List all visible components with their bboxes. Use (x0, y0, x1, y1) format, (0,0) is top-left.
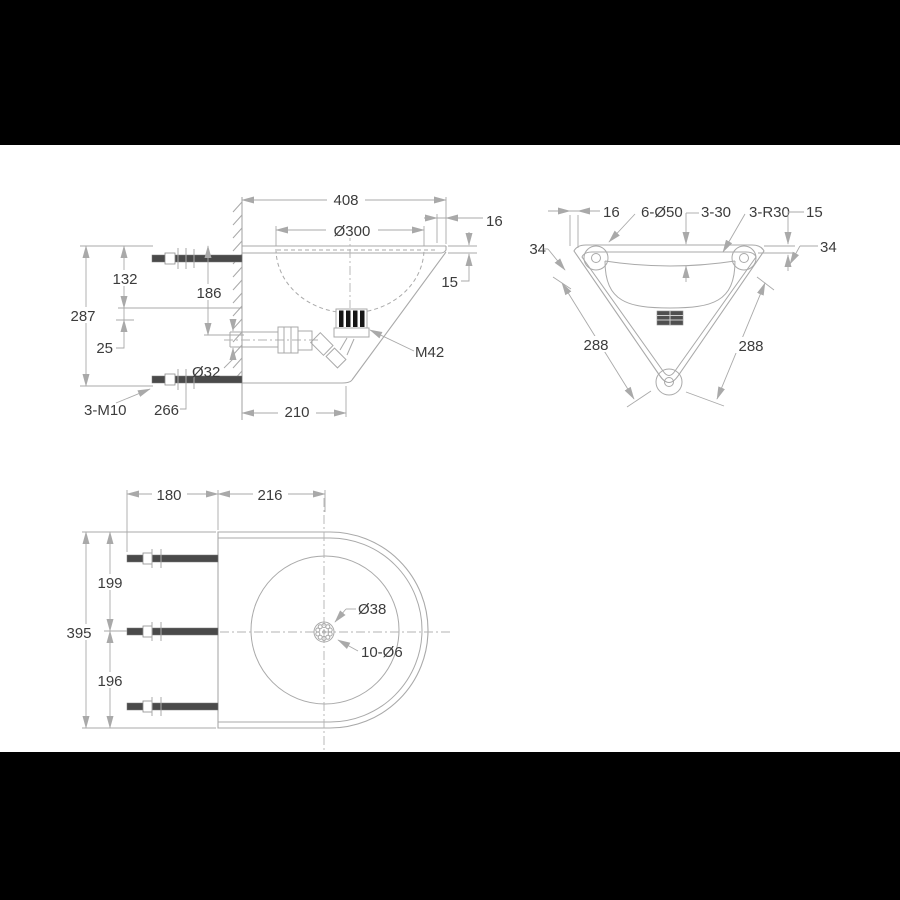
dim-25-label: 25 (96, 340, 113, 357)
dim-287-label: 287 (70, 308, 96, 325)
dim-199-label: 199 (97, 575, 123, 592)
dim-34-right-label: 34 (820, 239, 837, 256)
dim-210-label: 210 (284, 404, 310, 421)
dim-drain-thread-label: M42 (415, 344, 445, 361)
dim-395-label: 395 (66, 625, 92, 642)
dim-studs-label: 3-M10 (84, 402, 127, 419)
drawing-sheet (0, 145, 900, 752)
dim-rim-edge-label: 16 (486, 213, 503, 230)
dim-186-label: 186 (196, 285, 222, 302)
dim-266-label: 266 (154, 402, 180, 419)
dim-rim-thickness-label: 15 (441, 274, 458, 291)
letterbox-bottom (0, 752, 900, 900)
dim-corner-radius-label: 3-R30 (749, 204, 790, 221)
dim-132-label: 132 (112, 271, 138, 288)
dim-slots-label: 3-30 (701, 204, 732, 221)
dim-drain-holes-label: 10-Ø6 (361, 644, 403, 661)
dim-408-label: 408 (333, 192, 359, 209)
dim-pipe-diameter-label: Ø32 (192, 364, 221, 381)
dim-rim-thickness-front-label: 15 (806, 204, 823, 221)
dim-288-left-label: 288 (583, 337, 609, 354)
dim-bosses-label: 6-Ø50 (641, 204, 683, 221)
letterbox-top (0, 0, 900, 145)
dim-180-label: 180 (156, 487, 182, 504)
dim-216-label: 216 (257, 487, 283, 504)
dim-edge-label: 16 (603, 204, 620, 221)
dim-bowl-diameter-label: Ø300 (333, 223, 371, 240)
dim-288-right-label: 288 (738, 338, 764, 355)
dim-196-label: 196 (97, 673, 123, 690)
dim-drain-diameter-label: Ø38 (358, 601, 387, 618)
dim-34-left-label: 34 (529, 241, 546, 258)
